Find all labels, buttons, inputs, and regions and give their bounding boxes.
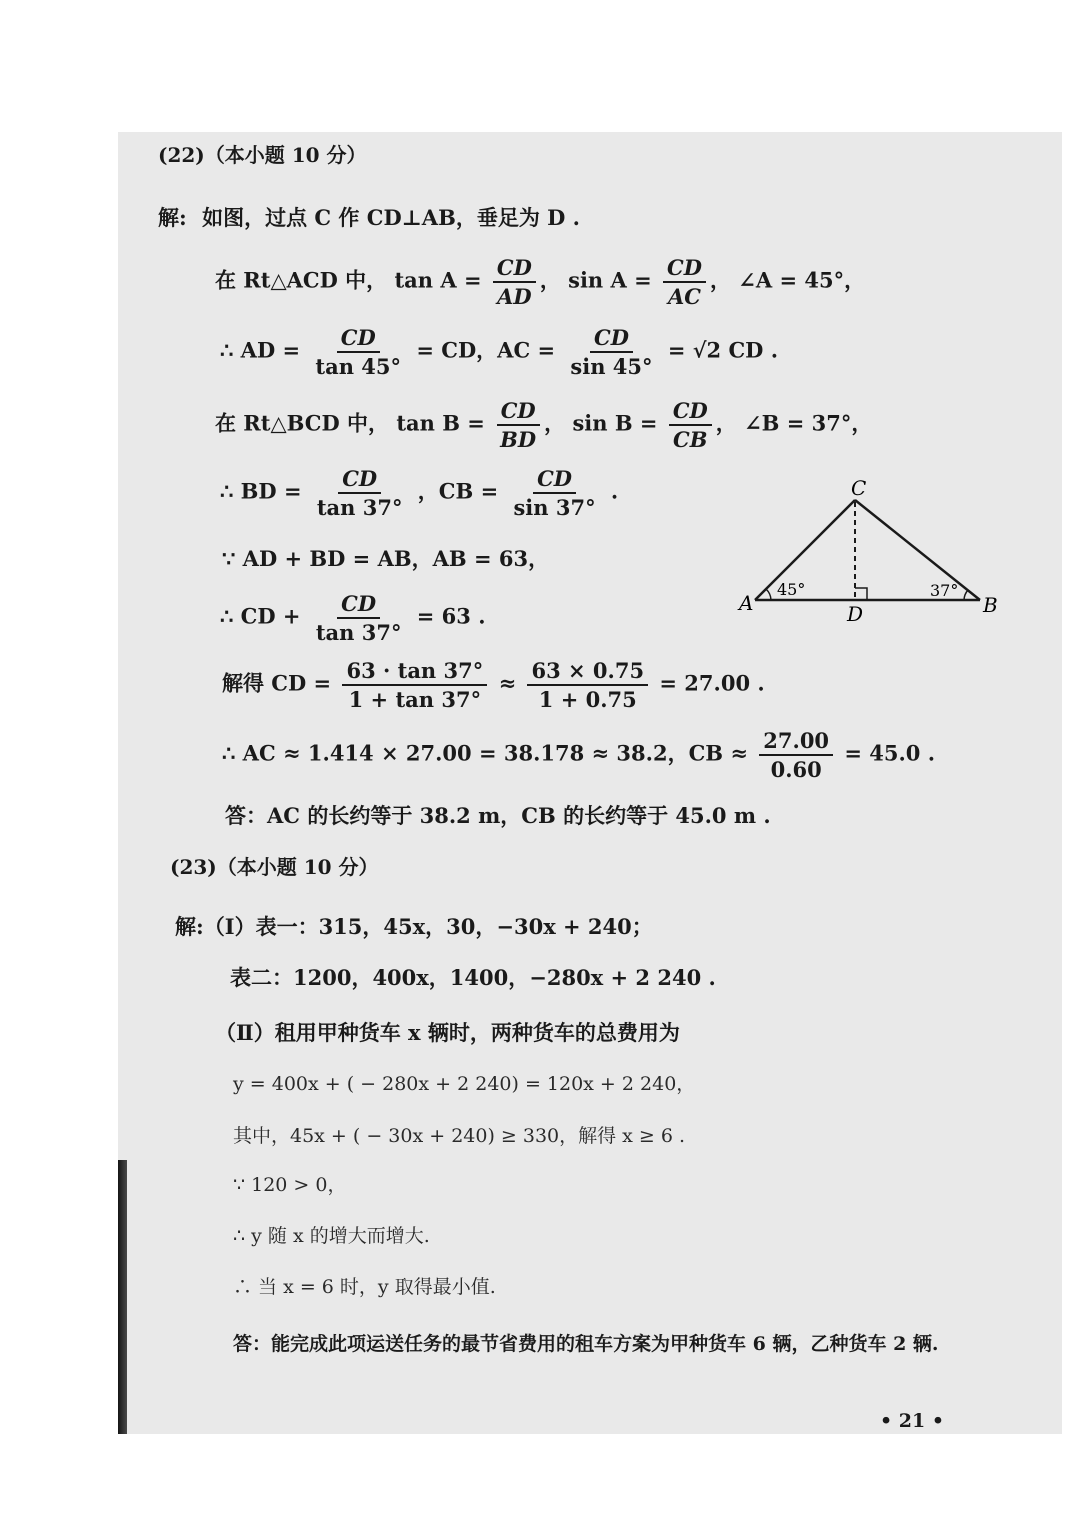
frac-cd-bd (496, 400, 540, 450)
label-a: A (739, 591, 754, 615)
q22-l1 (158, 207, 580, 228)
frac-cd-ac (663, 257, 706, 307)
angle-a-arc (766, 589, 771, 600)
frac-den: sin 45° (570, 354, 653, 379)
right-angle-mark (855, 588, 867, 600)
angle-a-label: 45° (777, 580, 806, 599)
q22-l9 (222, 730, 935, 780)
q22-answer: 答：AC 的长约等于 38.2 m，CB 的长约等于 45.0 m . (225, 803, 771, 828)
q22-l4-sinB: sin B = (572, 410, 658, 436)
q22-l4-tanB: tan B = (396, 410, 485, 436)
q22-l2: 在 Rt△ACD 中， tan A = $\frac{CD}{AD}$ ， sin A = $\frac{CD}{AC}$ ， ∠A = 45°， (215, 255, 866, 309)
page-number: • 21 • (880, 1410, 944, 1432)
q22-l7 (220, 593, 486, 643)
q22-l2-angle: ∠A = 45°， (738, 267, 866, 293)
q23-header: (23)（本小题 10 分） (170, 855, 379, 879)
q23-l1: 解:（Ⅰ）表一：315，45x，30，−30x + 240； (175, 914, 653, 939)
q22-l3-end: = √2 CD . (667, 337, 779, 363)
q22-l8 (222, 660, 765, 710)
frac-l9 (759, 730, 833, 780)
q22-l8-approx: ≈ (498, 670, 517, 696)
q22-l4-angle: ∠B = 37°， (744, 410, 873, 436)
q22-l7-a: ∴ CD + (220, 603, 301, 629)
frac-num: CD (337, 593, 380, 619)
q23-l6: ∵ 120 > 0， (233, 1174, 347, 1196)
angle-b-arc (964, 590, 968, 600)
q22-l5-bd: ∴ BD = (220, 478, 302, 504)
frac-den: 1 + tan 37° (348, 687, 482, 712)
scan-edge-shadow (118, 1160, 127, 1434)
q22-l4-prefix: 在 Rt△BCD 中， (215, 410, 389, 436)
q22-l3-ad: ∴ AD = (220, 337, 301, 363)
frac-cd-sin37 (509, 468, 599, 518)
frac-den: sin 37° (513, 495, 596, 520)
frac-l8-2 (527, 660, 648, 710)
q23-l2: 表二：1200，400x，1400，−280x + 2 240 . (230, 965, 716, 990)
frac-num: CD (590, 327, 633, 353)
q23-l7: ∴ y 随 x 的增大而增大. (233, 1225, 430, 1247)
frac-num: CD (338, 468, 381, 494)
q22-l4: 在 Rt△BCD 中， tan B = $\frac{CD}{BD}$ ， sin B = $\frac{CD}{CB}$ ， ∠B = 37°， (215, 398, 873, 452)
frac-cd-cb (669, 400, 712, 450)
frac-cd-ad (493, 257, 536, 307)
q22-header: (22)（本小题 10 分） (158, 143, 367, 167)
side-cb (855, 500, 980, 600)
label-d: D (847, 602, 864, 626)
q23-l3: （Ⅱ）租用甲种货车 x 辆时，两种货车的总费用为 (215, 1020, 680, 1045)
frac-l8-1 (342, 660, 487, 710)
frac-den: tan 45° (315, 354, 402, 379)
q22-jie: 解: (158, 205, 187, 230)
frac-num: CD (533, 468, 576, 494)
q22-l5-end: . (610, 478, 619, 504)
frac-cd-sin45 (566, 327, 656, 377)
frac-num: CD (493, 257, 536, 283)
q22-l5-cb: ，CB = (417, 478, 499, 504)
frac-den: CB (673, 427, 708, 452)
frac-num: CD (669, 400, 712, 426)
frac-num: CD (497, 400, 540, 426)
q23-l4: y = 400x + ( − 280x + 2 240) = 120x + 2 240， (233, 1073, 696, 1095)
q22-l7-b: = 63 . (416, 603, 486, 629)
label-b: B (983, 593, 998, 617)
q22-l2-sinA: sin A = (568, 267, 652, 293)
angle-b-label: 37° (930, 581, 959, 600)
label-c: C (851, 476, 867, 500)
frac-num: 63 · tan 37° (342, 660, 487, 686)
frac-cd-tan37 (313, 468, 407, 518)
frac-den: 0.60 (770, 757, 822, 782)
frac-den: 1 + 0.75 (538, 687, 637, 712)
frac-num: CD (663, 257, 706, 283)
q22-l1-text: 如图，过点 C 作 CD⊥AB，垂足为 D . (202, 205, 580, 230)
q22-l9-end: = 45.0 . (844, 740, 936, 766)
frac-num: CD (337, 327, 380, 353)
q23-answer: 答：能完成此项运送任务的最节省费用的租车方案为甲种货车 6 辆，乙种货车 2 辆. (233, 1333, 939, 1355)
q23-l8: ∴ 当 x = 6 时，y 取得最小值. (233, 1276, 496, 1298)
q22-l8-a: 解得 CD = (222, 670, 332, 696)
q22-l3-mid: = CD，AC = (416, 337, 556, 363)
triangle-figure (735, 475, 1000, 630)
frac-cd-tan37-b (312, 593, 406, 643)
frac-den: tan 37° (316, 495, 403, 520)
q22-l9-a: ∴ AC ≈ 1.414 × 27.00 = 38.178 ≈ 38.2，CB ≈ (222, 740, 748, 766)
q22-l2-prefix: 在 Rt△ACD 中， (215, 267, 388, 293)
frac-num: 27.00 (759, 730, 833, 756)
q22-l6: ∵ AD + BD = AB，AB = 63， (222, 546, 550, 571)
frac-den: AC (667, 284, 701, 309)
frac-num: 63 × 0.75 (527, 660, 648, 686)
q23-l5: 其中，45x + ( − 30x + 240) ≥ 330，解得 x ≥ 6 . (233, 1125, 686, 1147)
q22-l2-tanA: tan A = (394, 267, 482, 293)
frac-den: tan 37° (315, 620, 402, 645)
frac-den: AD (497, 284, 532, 309)
q22-l5 (220, 468, 618, 518)
frac-cd-tan45 (311, 327, 405, 377)
q22-l3 (220, 327, 778, 377)
frac-den: BD (500, 427, 537, 452)
q22-l8-end: = 27.00 . (659, 670, 765, 696)
